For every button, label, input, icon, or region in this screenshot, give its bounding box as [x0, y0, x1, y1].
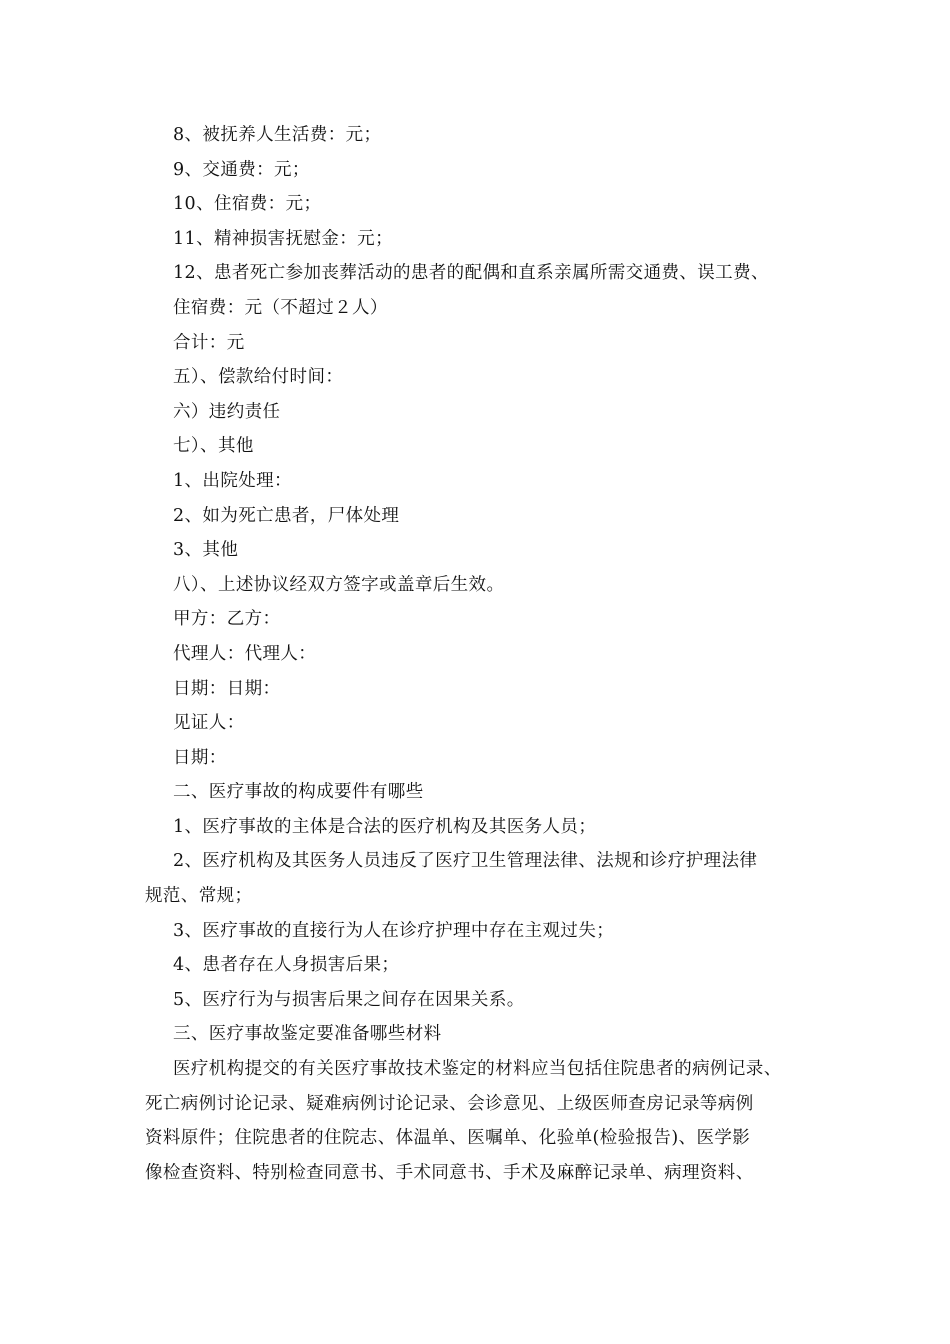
- text-line: 11、精神损害抚慰金：元；: [173, 228, 393, 249]
- text-line: 3、医疗事故的直接行为人在诊疗护理中存在主观过失；: [173, 920, 615, 941]
- text-line: 1、出院处理：: [173, 470, 292, 491]
- text-line: 4、患者存在人身损害后果；: [173, 955, 400, 976]
- text-line: 日期：日期：: [173, 678, 281, 699]
- text-line: 住宿费：元（不超过２人）: [173, 297, 388, 318]
- document-body: [0, 118, 950, 1190]
- text-line: 死亡病例讨论记录、疑难病例讨论记录、会诊意见、上级医师查房记录等病例: [145, 1093, 754, 1114]
- text-line: 七）、其他: [173, 436, 254, 457]
- text-line: 9、交通费：元；: [173, 159, 310, 180]
- text-line: 1、医疗事故的主体是合法的医疗机构及其医务人员；: [173, 816, 597, 837]
- text-line: 2、如为死亡患者，尸体处理: [173, 505, 400, 526]
- text-line: 日期：: [173, 747, 227, 768]
- text-line: 八）、上述协议经双方签字或盖章后生效。: [173, 574, 505, 595]
- text-line: 5、医疗行为与损害后果之间存在因果关系。: [173, 989, 525, 1010]
- text-line: 12、患者死亡参加丧葬活动的患者的配偶和直系亲属所需交通费、误工费、: [173, 263, 769, 284]
- text-line: 二、医疗事故的构成要件有哪些: [173, 782, 424, 803]
- text-line: 像检查资料、特别检查同意书、手术同意书、手术及麻醉记录单、病理资料、: [145, 1162, 754, 1183]
- text-line: 资料原件；住院患者的住院志、体温单、医嘱单、化验单(检验报告)、医学影: [145, 1128, 751, 1149]
- text-line: 六）违约责任: [173, 401, 281, 422]
- text-line: 2、医疗机构及其医务人员违反了医疗卫生管理法律、法规和诊疗护理法律: [173, 851, 758, 872]
- text-line: 三、医疗事故鉴定要准备哪些材料: [173, 1024, 442, 1045]
- text-line: 合计：元: [173, 332, 245, 353]
- text-line: 五）、偿款给付时间：: [173, 367, 344, 388]
- text-line: 规范、常规；: [145, 886, 253, 907]
- text-line: 3、其他: [173, 540, 239, 561]
- text-line: 医疗机构提交的有关医疗事故技术鉴定的材料应当包括住院患者的病例记录、: [173, 1059, 782, 1080]
- text-line: 见证人：: [173, 713, 245, 734]
- text-line: 甲方：乙方：: [173, 609, 281, 630]
- text-line: 8、被抚养人生活费：元；: [173, 125, 382, 145]
- text-line: 10、住宿费：元；: [173, 194, 322, 215]
- text-line: 代理人：代理人：: [173, 643, 317, 664]
